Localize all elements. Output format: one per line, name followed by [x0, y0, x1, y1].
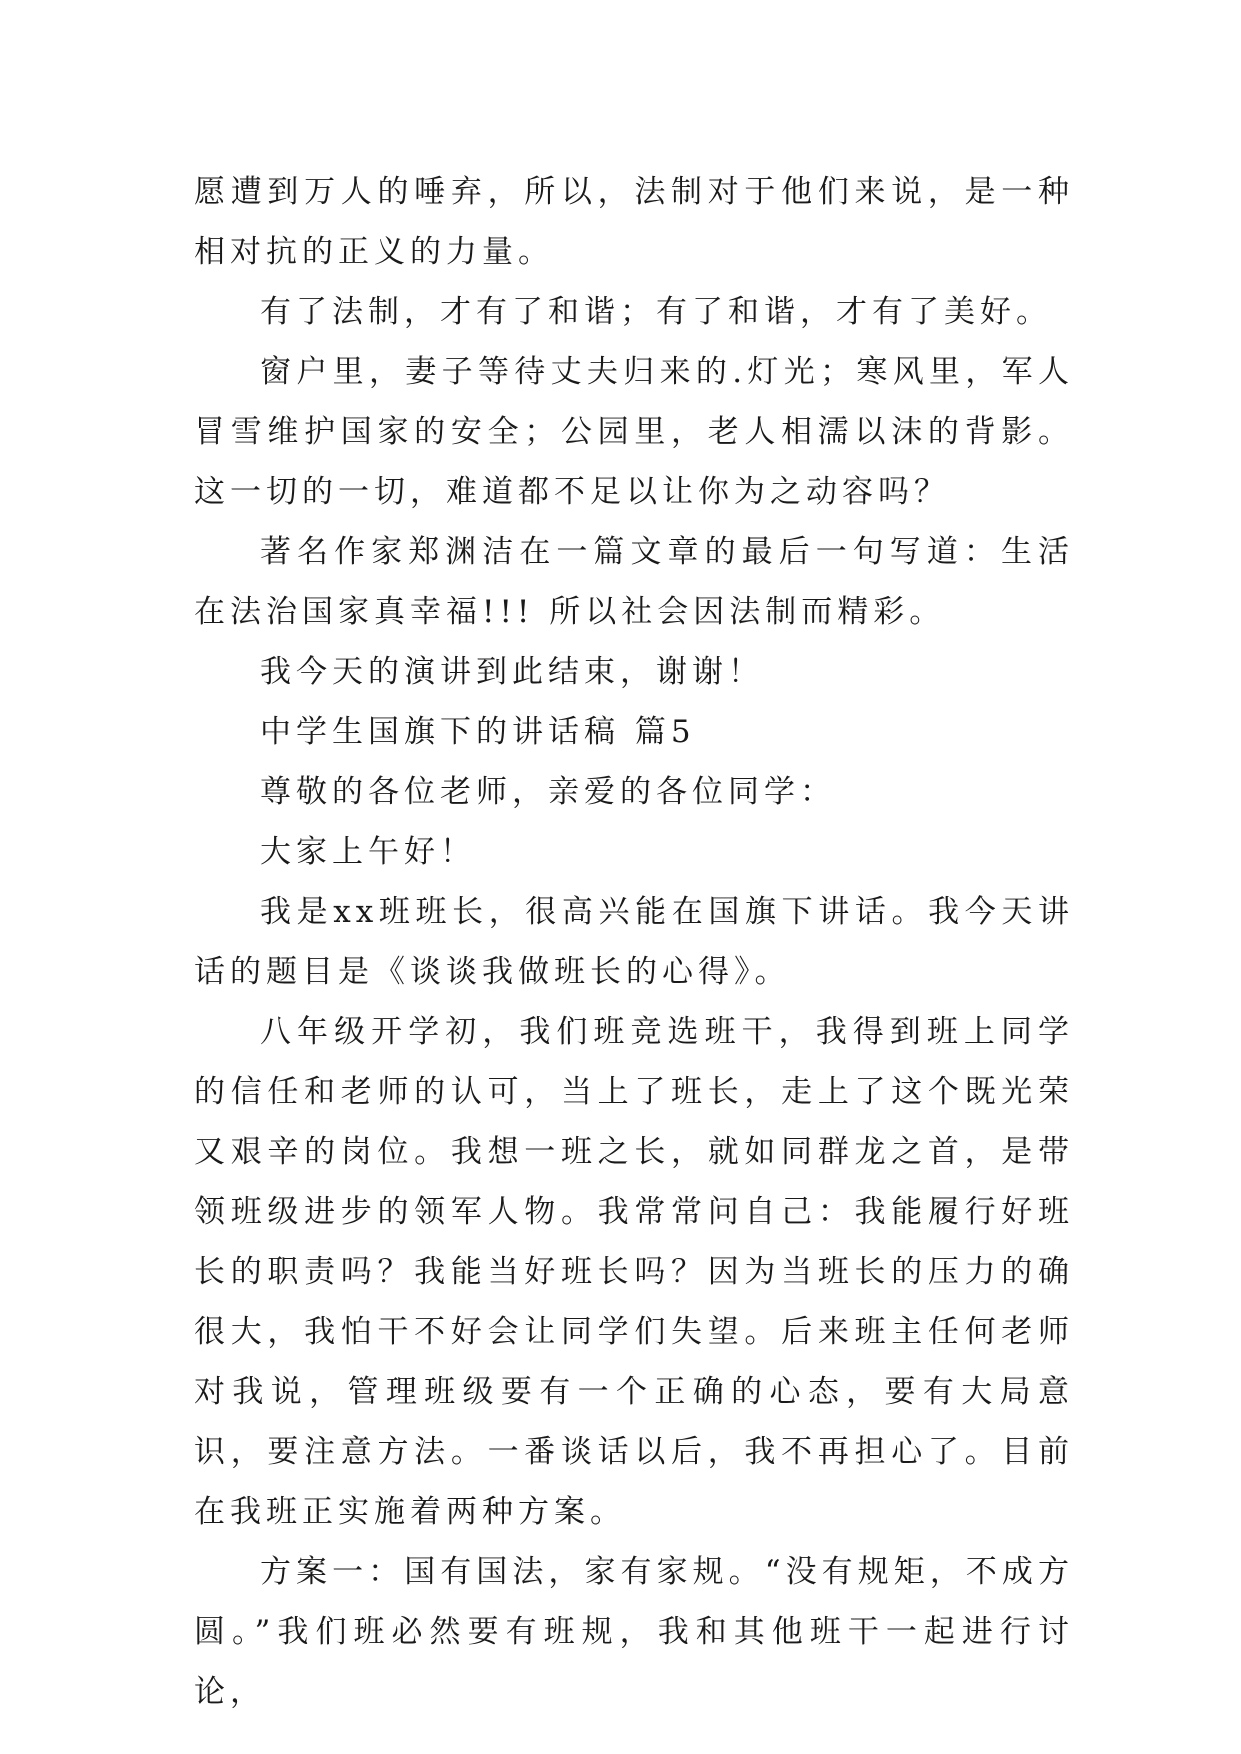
- paragraph-imagery: 窗户里，妻子等待丈夫归来的.灯光；寒风里，军人冒雪维护国家的安全；公园里，老人相濡以沫的背影。这一切的一切，难道都不足以让你为之动容吗？: [194, 354, 1074, 510]
- paragraph-closing: 我今天的演讲到此结束，谢谢！: [260, 654, 764, 690]
- paragraph-harmony: 有了法制，才有了和谐；有了和谐，才有了美好。: [260, 294, 1052, 330]
- paragraph-plan-one: 方案一：国有国法，家有家规。“没有规矩，不成方圆。”我们班必然要有班规，我和其他班干一起进行讨论，: [194, 1554, 1074, 1710]
- paragraph-greeting: 大家上午好！: [260, 834, 476, 870]
- section-heading: 中学生国旗下的讲话稿 篇5: [260, 714, 696, 750]
- paragraph-introduction: 我是xx班班长，很高兴能在国旗下讲话。我今天讲话的题目是《谈谈我做班长的心得》。: [194, 894, 1074, 990]
- document-body: [194, 162, 1074, 1722]
- paragraph-continuation: 愿遭到万人的唾弃，所以，法制对于他们来说，是一种相对抗的正义的力量。: [194, 174, 1074, 270]
- paragraph-experience: 八年级开学初，我们班竞选班干，我得到班上同学的信任和老师的认可，当上了班长，走上了这个既光荣又艰辛的岗位。我想一班之长，就如同群龙之首，是带领班级进步的领军人物。我常常问自己：我能履行好班长的职责吗？我能当好班长吗？因为当班长的压力的确很大，我怕干不好会让同学们失望。后来班主任何老师对我说，管理班级要有一个正确的心态，要有大局意识，要注意方法。一番谈话以后，我不再担心了。目前在我班正实施着两种方案。: [194, 1014, 1074, 1530]
- paragraph-quote: 著名作家郑渊洁在一篇文章的最后一句写道：生活在法治国家真幸福!!! 所以社会因法制而精彩。: [194, 534, 1074, 630]
- paragraph-salutation: 尊敬的各位老师，亲爱的各位同学：: [260, 774, 836, 810]
